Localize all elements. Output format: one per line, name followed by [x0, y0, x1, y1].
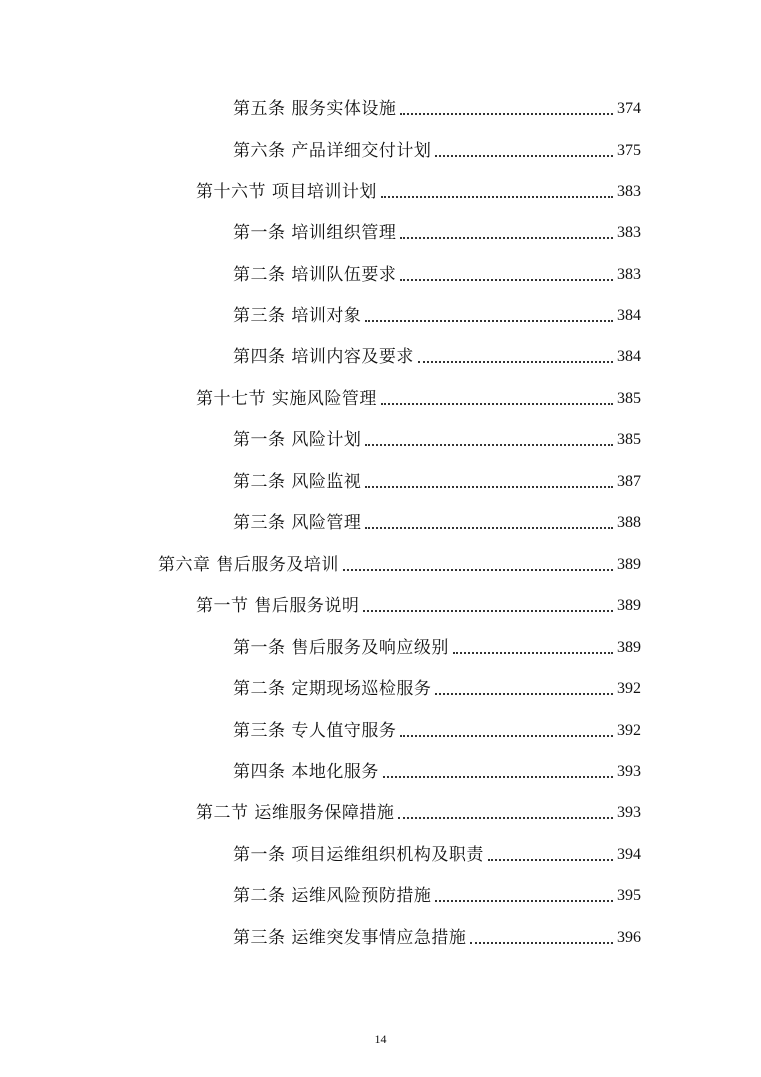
toc-entry[interactable] [233, 262, 641, 286]
dot-leader [453, 651, 613, 654]
toc-entry-label: 第一条 培训组织管理 [233, 223, 397, 243]
toc-entry-label: 第五条 服务实体设施 [233, 99, 397, 119]
toc-entry[interactable] [233, 303, 641, 327]
toc-entry-page: 387 [617, 473, 641, 490]
dot-leader [435, 154, 613, 157]
toc-entry-page: 389 [617, 597, 641, 614]
toc-entry[interactable] [233, 138, 641, 162]
dot-leader [365, 443, 613, 446]
toc-entry-label: 第一条 项目运维组织机构及职责 [233, 845, 484, 865]
toc-entry[interactable] [233, 96, 641, 120]
toc-entry-page: 389 [617, 556, 641, 573]
toc-entry[interactable] [233, 344, 641, 368]
toc-entry-label: 第一节 售后服务说明 [196, 596, 360, 616]
dot-leader [400, 734, 613, 737]
toc-entry[interactable] [233, 469, 641, 493]
dot-leader [363, 609, 613, 612]
toc-entry-page: 385 [617, 431, 641, 448]
toc-entry-page: 383 [617, 183, 641, 200]
dot-leader [381, 195, 613, 198]
toc-entry-label: 第六章 售后服务及培训 [158, 555, 339, 575]
toc-entry[interactable] [233, 925, 641, 949]
toc-entry-label: 第二条 培训队伍要求 [233, 265, 397, 285]
toc-entry[interactable] [233, 635, 641, 659]
dot-leader [343, 568, 613, 571]
toc-entry-label: 第六条 产品详细交付计划 [233, 141, 432, 161]
toc-entry-page: 389 [617, 639, 641, 656]
toc-entry-page: 388 [617, 514, 641, 531]
toc-entry-page: 385 [617, 390, 641, 407]
toc-entry-label: 第一条 售后服务及响应级别 [233, 638, 449, 658]
toc-entry-label: 第三条 风险管理 [233, 513, 362, 533]
toc-entry-label: 第二节 运维服务保障措施 [196, 803, 395, 823]
toc-entry-page: 393 [617, 763, 641, 780]
toc-entry-label: 第三条 专人值守服务 [233, 721, 397, 741]
toc-entry-label: 第一条 风险计划 [233, 430, 362, 450]
dot-leader [400, 112, 613, 115]
dot-leader [435, 899, 613, 902]
toc-entry-label: 第二条 定期现场巡检服务 [233, 679, 432, 699]
toc-entry[interactable] [196, 179, 641, 203]
dot-leader [365, 319, 613, 322]
toc-entry-page: 392 [617, 680, 641, 697]
toc-entry-label: 第四条 培训内容及要求 [233, 347, 414, 367]
toc-entry[interactable] [233, 676, 641, 700]
toc-entry-page: 395 [617, 887, 641, 904]
toc-entry[interactable] [233, 427, 641, 451]
toc-entry-page: 375 [617, 142, 641, 159]
dot-leader [400, 236, 613, 239]
page-number: 14 [374, 1032, 387, 1046]
dot-leader [470, 941, 613, 944]
toc-entry[interactable] [196, 386, 641, 410]
toc-entry-label: 第四条 本地化服务 [233, 762, 379, 782]
toc-entry-page: 392 [617, 722, 641, 739]
dot-leader [383, 775, 613, 778]
toc-entry[interactable] [158, 552, 641, 576]
toc-entry[interactable] [233, 510, 641, 534]
toc-entry-label: 第十六节 项目培训计划 [196, 182, 377, 202]
toc-entry-page: 393 [617, 804, 641, 821]
dot-leader [418, 360, 613, 363]
toc-entry[interactable] [233, 842, 641, 866]
toc-entry-page: 374 [617, 100, 641, 117]
toc-entry-page: 384 [617, 307, 641, 324]
toc-entry-page: 383 [617, 224, 641, 241]
toc-entry-page: 394 [617, 846, 641, 863]
toc-entry-label: 第二条 运维风险预防措施 [233, 886, 432, 906]
toc-entry[interactable] [196, 800, 641, 824]
toc-entry-label: 第三条 培训对象 [233, 306, 362, 326]
dot-leader [381, 402, 613, 405]
toc-entry-label: 第三条 运维突发事情应急措施 [233, 928, 467, 948]
dot-leader [398, 816, 613, 819]
toc-entry[interactable] [233, 718, 641, 742]
dot-leader [435, 692, 613, 695]
toc-entry-page: 383 [617, 266, 641, 283]
dot-leader [365, 526, 613, 529]
toc-entry-label: 第二条 风险监视 [233, 472, 362, 492]
dot-leader [400, 278, 613, 281]
toc-entry[interactable] [233, 220, 641, 244]
toc-entry[interactable] [233, 759, 641, 783]
toc-entry[interactable] [233, 883, 641, 907]
toc-entry-page: 396 [617, 929, 641, 946]
toc-entry[interactable] [196, 593, 641, 617]
dot-leader [365, 485, 613, 488]
dot-leader [488, 858, 613, 861]
toc-entry-label: 第十七节 实施风险管理 [196, 389, 377, 409]
toc-entry-page: 384 [617, 348, 641, 365]
